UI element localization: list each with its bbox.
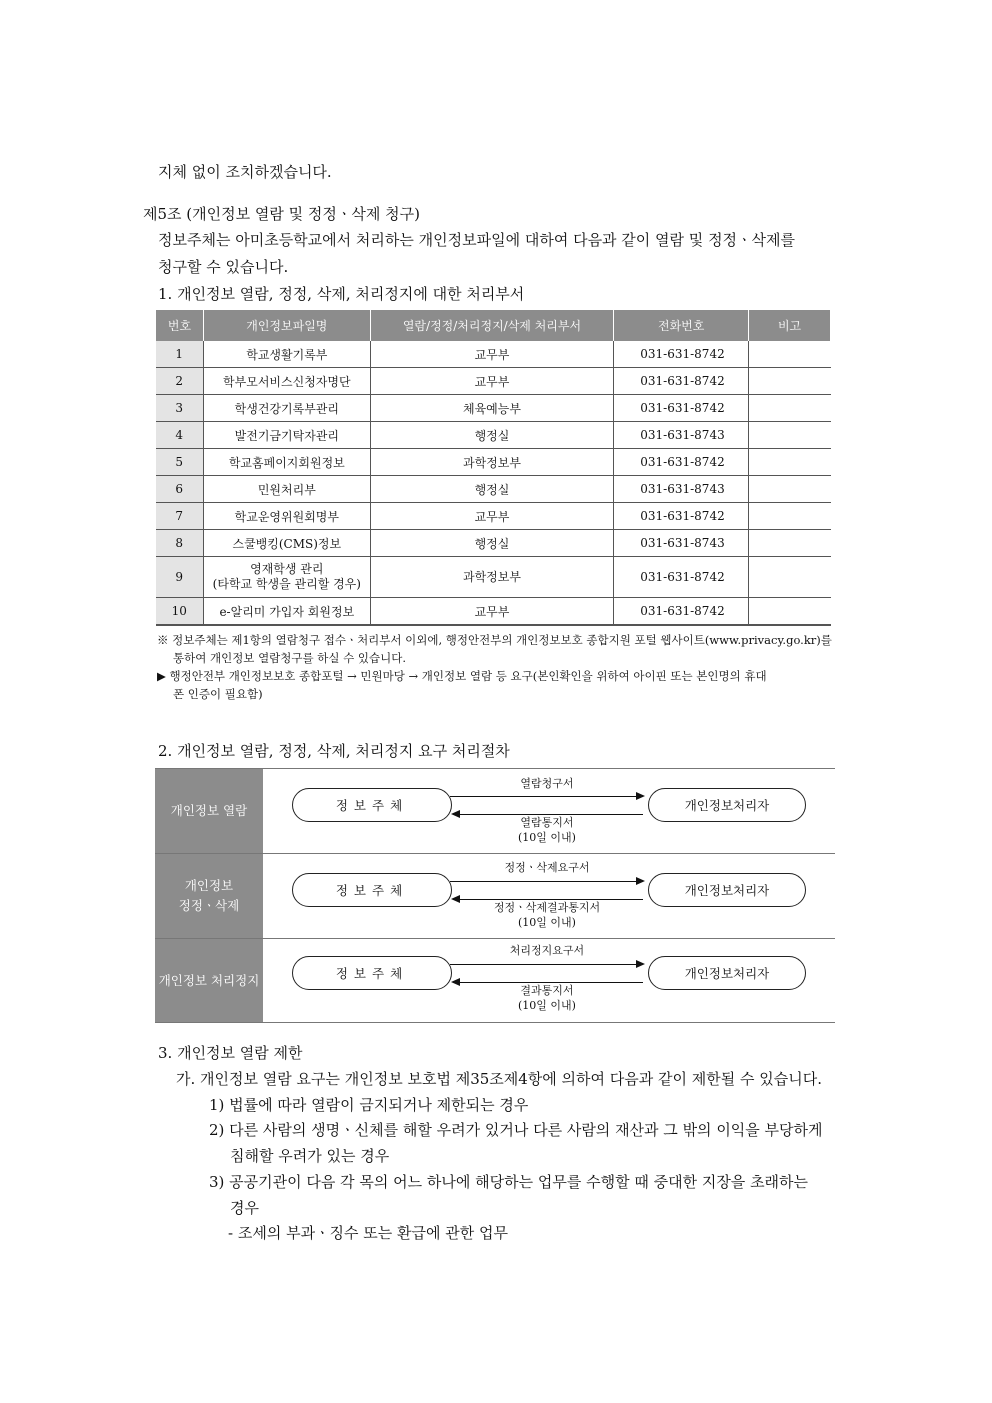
note2-line1: ▶ 행정안전부 개인정보보호 종합포털 → 민원마당 → 개인정보 열람 등 요구(본인확인을 위하여 아이핀 또는 본인명의 휴대 (157, 669, 767, 683)
row-file-line1: 영재학생 관리 (250, 562, 324, 576)
row-number: 7 (156, 503, 204, 530)
row-number: 8 (156, 530, 204, 557)
flow-row-view (155, 769, 835, 854)
section3-item3-line2: 경우 (230, 1199, 259, 1217)
section3-title: 3. 개인정보 열람 제한 (158, 1044, 303, 1062)
row-phone: 031-631-8743 (614, 530, 749, 557)
article-body-line2: 청구할 수 있습니다. (158, 258, 289, 276)
request-doc-label: 정정ㆍ삭제요구서 (504, 861, 590, 874)
section3-item2-line2: 침해할 우려가 있는 경우 (230, 1147, 390, 1165)
row-note (749, 598, 831, 626)
data-handler-node: 개인정보처리자 (648, 788, 806, 822)
row-dept: 과학정보부 (370, 449, 614, 476)
row-dept: 과학정보부 (370, 557, 614, 598)
response-arrow (453, 899, 643, 900)
row-dept: 교무부 (370, 598, 614, 626)
row-phone: 031-631-8743 (614, 422, 749, 449)
request-doc-label: 열람청구서 (520, 777, 574, 790)
row-phone: 031-631-8742 (614, 598, 749, 626)
row-number: 2 (156, 368, 204, 395)
row-dept: 행정실 (370, 476, 614, 503)
header-file: 개인정보파일명 (203, 310, 370, 341)
request-arrow (450, 881, 643, 882)
response-arrow (453, 982, 643, 983)
row-number: 9 (156, 557, 204, 598)
flow-row-label: 개인정보 정정ㆍ삭제 (155, 854, 263, 938)
flow-row-suspend (155, 939, 835, 1022)
row-number: 3 (156, 395, 204, 422)
flow-row-label: 개인정보 처리정지 (155, 939, 263, 1022)
row-note (749, 557, 831, 598)
row-phone: 031-631-8742 (614, 557, 749, 598)
note1-line1: ※ 정보주체는 제1항의 열람청구 접수ㆍ처리부서 이외에, 행정안전부의 개인정보보호 종합지원 포털 웹사이트(www.privacy.go.kr)를 (157, 633, 832, 647)
note2-line2: 폰 인증이 필요함) (173, 687, 263, 701)
row-file: e-알리미 가입자 회원정보 (203, 598, 370, 626)
row-file: 학교운영위원회명부 (203, 503, 370, 530)
row-file: 민원처리부 (203, 476, 370, 503)
data-subject-node: 정보주체 (292, 956, 452, 990)
flow-row-label: 개인정보 열람 (155, 769, 263, 853)
table-row (156, 422, 831, 449)
response-arrow (453, 814, 643, 815)
data-handler-node: 개인정보처리자 (648, 873, 806, 907)
table-row (156, 395, 831, 422)
row-note (749, 341, 831, 368)
row-file: 학교생활기록부 (203, 341, 370, 368)
row-note (749, 395, 831, 422)
row-file-line2: (타학교 학생을 관리할 경우) (212, 577, 361, 591)
row-file (203, 557, 370, 598)
article-heading: 제5조 (개인정보 열람 및 정정ㆍ삭제 청구) (143, 205, 420, 223)
section3-item2-line1: 2) 다른 사람의 생명ㆍ신체를 해할 우려가 있거나 다른 사람의 재산과 그 밖의 이익을 부당하게 (209, 1121, 823, 1139)
table-row (156, 368, 831, 395)
section3-item3-sub: - 조세의 부과ㆍ징수 또는 환급에 관한 업무 (228, 1224, 509, 1242)
table-row (156, 557, 831, 598)
row-dept: 교무부 (370, 503, 614, 530)
response-doc-label: 열람통지서 (10일 이내) (518, 816, 576, 844)
table-row (156, 530, 831, 557)
row-number: 6 (156, 476, 204, 503)
row-phone: 031-631-8742 (614, 395, 749, 422)
row-number: 4 (156, 422, 204, 449)
table-row (156, 341, 831, 368)
row-dept: 교무부 (370, 368, 614, 395)
row-note (749, 503, 831, 530)
row-file: 학부모서비스신청자명단 (203, 368, 370, 395)
process-flow-diagram (155, 768, 835, 1023)
row-note (749, 476, 831, 503)
data-handler-node: 개인정보처리자 (648, 956, 806, 990)
table-row (156, 598, 831, 626)
row-phone: 031-631-8742 (614, 368, 749, 395)
row-phone: 031-631-8742 (614, 503, 749, 530)
header-phone: 전화번호 (614, 310, 749, 341)
section3-item-ga: 가. 개인정보 열람 요구는 개인정보 보호법 제35조제4항에 의하여 다음과 같이 제한될 수 있습니다. (176, 1070, 823, 1088)
row-file: 발전기금기탁자관리 (203, 422, 370, 449)
row-number: 1 (156, 341, 204, 368)
section3-item1: 1) 법률에 따라 열람이 금지되거나 제한되는 경우 (209, 1096, 529, 1114)
row-dept: 행정실 (370, 422, 614, 449)
intro-tail-text: 지체 없이 조치하겠습니다. (158, 163, 332, 181)
section1-title: 1. 개인정보 열람, 정정, 삭제, 처리정지에 대한 처리부서 (158, 285, 525, 303)
note1-line2: 통하여 개인정보 열람청구를 하실 수 있습니다. (173, 651, 407, 665)
flow-row-correct-delete (155, 854, 835, 939)
row-dept: 행정실 (370, 530, 614, 557)
table-row (156, 503, 831, 530)
row-number: 10 (156, 598, 204, 626)
data-subject-node: 정보주체 (292, 788, 452, 822)
department-table (155, 310, 831, 626)
header-no: 번호 (156, 310, 204, 341)
row-phone: 031-631-8743 (614, 476, 749, 503)
row-note (749, 449, 831, 476)
row-file: 학생건강기록부관리 (203, 395, 370, 422)
table-row (156, 449, 831, 476)
row-note (749, 422, 831, 449)
header-dept: 열람/정정/처리정지/삭제 처리부서 (370, 310, 614, 341)
row-number: 5 (156, 449, 204, 476)
table-header-row (156, 310, 831, 341)
request-arrow (450, 796, 643, 797)
response-doc-label: 결과통지서 (10일 이내) (518, 984, 576, 1012)
row-dept: 체육예능부 (370, 395, 614, 422)
row-file: 학교홈페이지회원정보 (203, 449, 370, 476)
row-file: 스쿨뱅킹(CMS)정보 (203, 530, 370, 557)
data-subject-node: 정보주체 (292, 873, 452, 907)
response-doc-label: 정정ㆍ삭제결과통지서 (10일 이내) (493, 901, 601, 929)
row-dept: 교무부 (370, 341, 614, 368)
request-doc-label: 처리정지요구서 (509, 944, 585, 957)
row-phone: 031-631-8742 (614, 341, 749, 368)
request-arrow (450, 964, 643, 965)
row-note (749, 368, 831, 395)
row-phone: 031-631-8742 (614, 449, 749, 476)
section2-title: 2. 개인정보 열람, 정정, 삭제, 처리정지 요구 처리절차 (158, 742, 510, 760)
header-note: 비고 (749, 310, 831, 341)
article-body-line1: 정보주체는 아미초등학교에서 처리하는 개인정보파일에 대하여 다음과 같이 열람 및 정정ㆍ삭제를 (158, 231, 796, 249)
row-note (749, 530, 831, 557)
section3-item3-line1: 3) 공공기관이 다음 각 목의 어느 하나에 해당하는 업무를 수행할 때 중대한 지장을 초래하는 (209, 1173, 809, 1191)
table-row (156, 476, 831, 503)
